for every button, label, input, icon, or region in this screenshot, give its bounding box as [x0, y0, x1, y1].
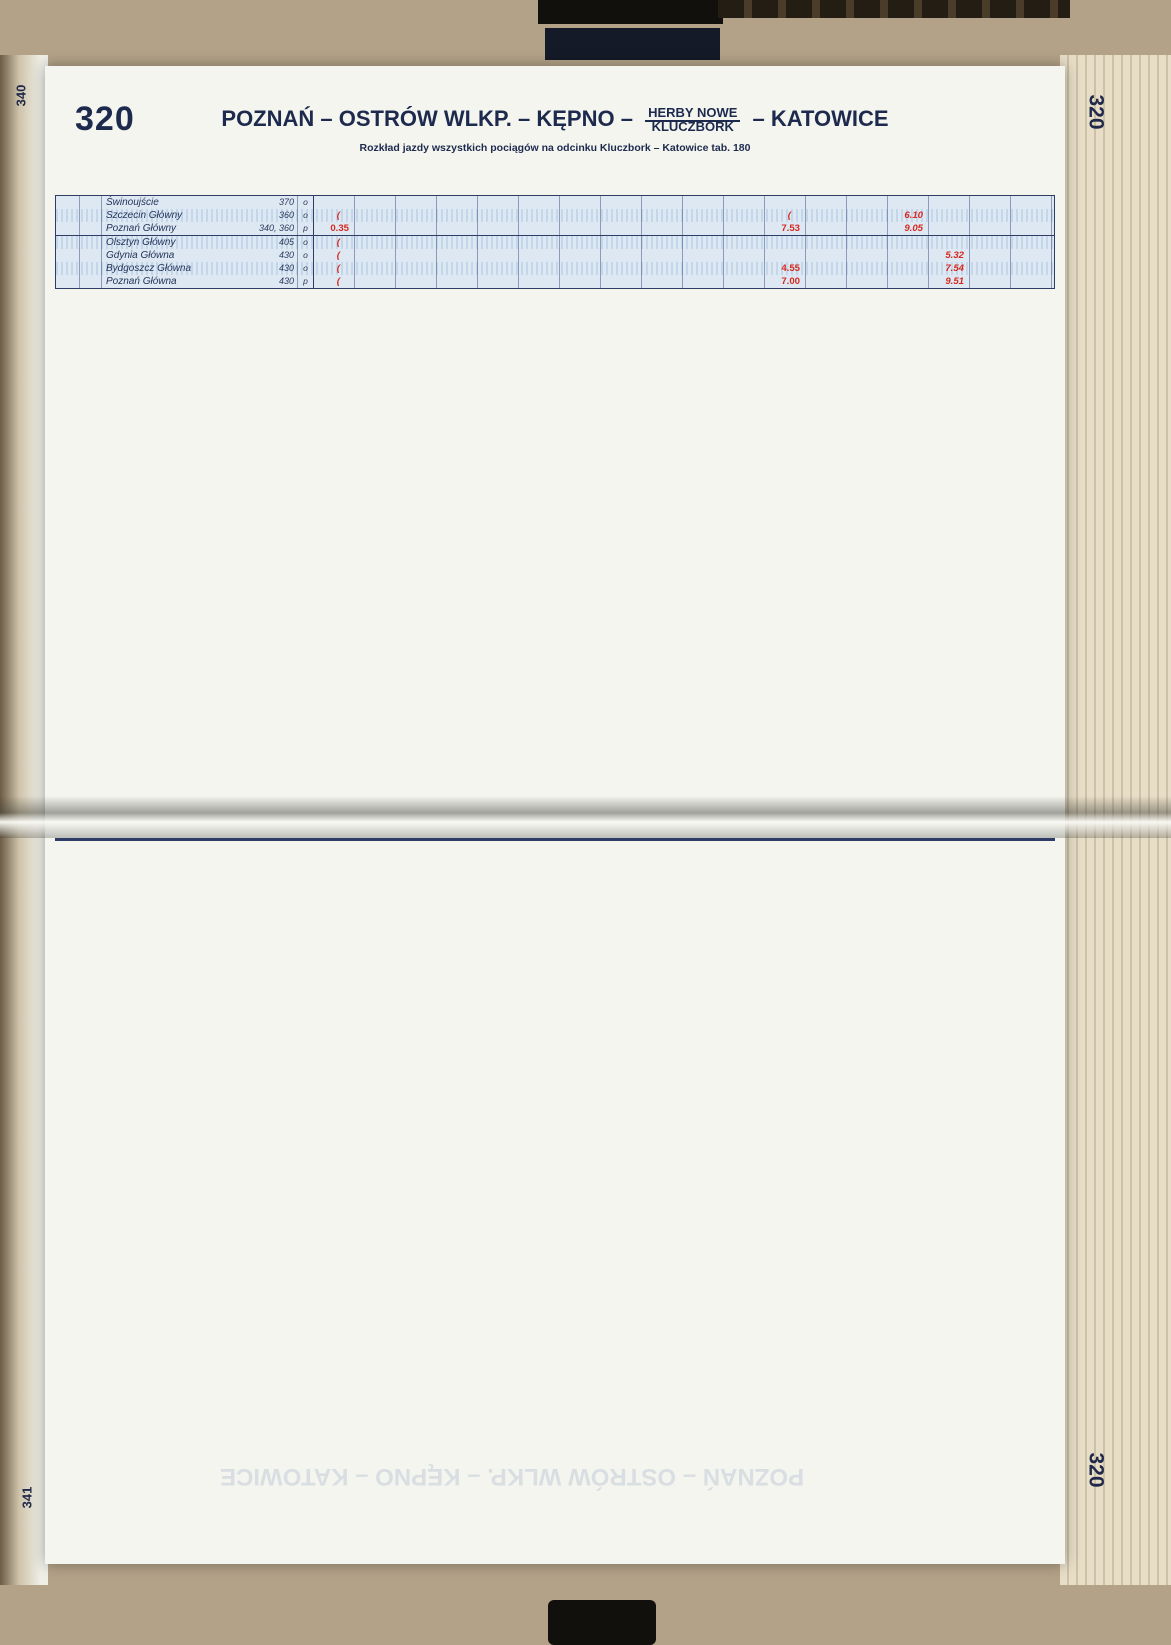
connection-row — [56, 222, 1054, 236]
km-cell — [80, 236, 102, 249]
time-cell — [642, 236, 683, 249]
time-cell — [683, 236, 724, 249]
time-cell — [642, 196, 683, 209]
time-cell: 7.54 — [929, 262, 970, 275]
time-cell — [683, 196, 724, 209]
time-cell — [642, 262, 683, 275]
time-cell: ( — [314, 249, 355, 262]
km-cell — [56, 222, 80, 235]
arrival-departure-mark: o — [298, 236, 314, 249]
time-cell — [847, 262, 888, 275]
time-cell: 0.35 — [314, 222, 355, 235]
time-cell — [1011, 196, 1052, 209]
connection-row — [56, 262, 1054, 275]
page-number-bottom-right: 320 — [1084, 1452, 1108, 1488]
arrival-departure-mark: o — [298, 196, 314, 209]
time-cell: 6.10 — [888, 209, 929, 222]
time-cell — [437, 262, 478, 275]
time-cell — [519, 262, 560, 275]
time-cell: 5.32 — [929, 249, 970, 262]
time-cell — [478, 196, 519, 209]
time-cell: 9.05 — [888, 222, 929, 235]
time-cell — [642, 222, 683, 235]
arrival-departure-mark: p — [298, 222, 314, 235]
time-cell — [970, 209, 1011, 222]
km-cell — [80, 196, 102, 209]
time-cell — [1011, 262, 1052, 275]
time-cell — [683, 249, 724, 262]
time-cell — [724, 262, 765, 275]
arrival-departure-mark: o — [298, 209, 314, 222]
time-cell — [642, 275, 683, 288]
time-cell — [929, 196, 970, 209]
connection-row — [56, 196, 1054, 209]
station-name: Szczecin Główny — [106, 210, 183, 221]
timetable-upper — [55, 195, 1055, 289]
time-cell — [601, 249, 642, 262]
station-route-refs: 430 — [278, 276, 294, 286]
time-cell — [806, 222, 847, 235]
time-cell: 7.53 — [765, 222, 806, 235]
time-cell — [396, 249, 437, 262]
station-route-refs: 405 — [278, 237, 294, 247]
station-name-cell — [102, 249, 298, 262]
time-cell — [929, 209, 970, 222]
time-cell: ( — [765, 209, 806, 222]
connection-row — [56, 249, 1054, 262]
station-name-cell — [102, 275, 298, 288]
station-route-refs: 340, 360 — [258, 223, 294, 233]
time-cell: 9.51 — [929, 275, 970, 288]
station-name: Bydgoszcz Główna — [106, 263, 192, 274]
time-cell — [437, 275, 478, 288]
time-cell — [519, 249, 560, 262]
time-cell — [847, 196, 888, 209]
time-cell — [560, 222, 601, 235]
time-cell — [478, 275, 519, 288]
station-name: Olsztyn Główny — [106, 237, 176, 248]
page-header — [45, 92, 1065, 154]
scan-artifact-bottom-blob — [548, 1600, 656, 1645]
time-cell — [806, 196, 847, 209]
time-cell — [970, 249, 1011, 262]
station-name-cell — [102, 236, 298, 249]
arrival-departure-mark: o — [298, 262, 314, 275]
time-cell — [970, 222, 1011, 235]
station-name: Świnoujście — [106, 197, 159, 208]
time-cell — [929, 236, 970, 249]
time-cell — [437, 222, 478, 235]
time-cell — [396, 209, 437, 222]
time-cell — [1011, 275, 1052, 288]
time-cell — [970, 236, 1011, 249]
station-name-cell — [102, 222, 298, 235]
page-number-top-right: 320 — [1084, 94, 1108, 130]
time-cell — [1011, 222, 1052, 235]
time-cell — [806, 236, 847, 249]
time-cell — [437, 209, 478, 222]
time-cell — [437, 249, 478, 262]
time-cell — [519, 222, 560, 235]
time-cell — [970, 275, 1011, 288]
title-fraction-bottom: KLUCZBORK — [651, 119, 734, 135]
station-name: Poznań Główny — [106, 223, 177, 234]
time-cell — [437, 196, 478, 209]
connection-row — [56, 236, 1054, 249]
time-cell — [355, 236, 396, 249]
time-cell — [478, 262, 519, 275]
km-cell — [56, 262, 80, 275]
km-cell — [80, 249, 102, 262]
page-title — [45, 106, 1065, 134]
station-name: Gdynia Główna — [106, 250, 175, 261]
station-name-cell — [102, 262, 298, 275]
time-cell — [437, 236, 478, 249]
time-cell — [519, 209, 560, 222]
time-cell — [1011, 236, 1052, 249]
time-cell — [888, 275, 929, 288]
time-cell — [724, 222, 765, 235]
km-cell — [80, 209, 102, 222]
page-number-bottom-left: 341 — [19, 1486, 35, 1509]
scan-artifact-top-bar — [538, 0, 723, 24]
time-cell — [601, 236, 642, 249]
time-cell — [560, 196, 601, 209]
time-cell — [970, 196, 1011, 209]
page-number-top-left: 340 — [13, 84, 29, 107]
time-cell — [1011, 209, 1052, 222]
time-cell: ( — [314, 209, 355, 222]
time-cell — [478, 222, 519, 235]
time-cell — [888, 249, 929, 262]
time-cell — [847, 209, 888, 222]
time-cell — [355, 209, 396, 222]
time-cell — [806, 262, 847, 275]
km-cell — [56, 209, 80, 222]
time-cell — [888, 196, 929, 209]
km-cell — [56, 249, 80, 262]
title-pre: POZNAŃ – OSTRÓW WLKP. – KĘPNO – — [221, 106, 633, 131]
time-cell — [847, 222, 888, 235]
time-cell — [355, 249, 396, 262]
time-cell — [560, 275, 601, 288]
km-cell — [80, 262, 102, 275]
time-cell — [724, 236, 765, 249]
time-cell — [396, 262, 437, 275]
arrival-departure-mark: p — [298, 275, 314, 288]
km-cell — [56, 196, 80, 209]
time-cell — [396, 196, 437, 209]
arrival-departure-mark: o — [298, 249, 314, 262]
time-cell — [683, 275, 724, 288]
time-cell — [560, 236, 601, 249]
station-name-cell — [102, 209, 298, 222]
time-cell — [683, 222, 724, 235]
time-cell: 7.00 — [765, 275, 806, 288]
time-cell — [724, 196, 765, 209]
time-cell — [601, 196, 642, 209]
time-cell — [765, 196, 806, 209]
station-route-refs: 430 — [278, 250, 294, 260]
station-route-refs: 360 — [278, 210, 294, 220]
time-cell — [601, 275, 642, 288]
time-cell — [847, 275, 888, 288]
time-cell — [683, 262, 724, 275]
scan-artifact-top-stripes — [718, 0, 1070, 18]
time-cell — [724, 249, 765, 262]
time-cell — [478, 249, 519, 262]
station-route-refs: 370 — [278, 197, 294, 207]
station-route-refs: 430 — [278, 263, 294, 273]
title-fraction-top: HERBY NOWE — [645, 105, 740, 122]
time-cell — [355, 222, 396, 235]
time-cell — [355, 196, 396, 209]
time-cell — [601, 262, 642, 275]
time-cell — [519, 236, 560, 249]
station-name: Poznań Główna — [106, 276, 177, 287]
time-cell — [519, 275, 560, 288]
page-subtitle: Rozkład jazdy wszystkich pociągów na odcinku Kluczbork – Katowice tab. 180 — [359, 142, 751, 155]
time-cell — [560, 249, 601, 262]
book-spine-shadow — [0, 796, 1171, 838]
scan-artifact-navy-bar — [545, 28, 720, 60]
time-cell — [929, 222, 970, 235]
time-cell — [601, 209, 642, 222]
connection-row — [56, 275, 1054, 288]
km-cell — [80, 222, 102, 235]
time-cell — [396, 236, 437, 249]
time-cell — [478, 209, 519, 222]
time-cell — [560, 209, 601, 222]
timetable-lower — [55, 838, 1055, 841]
time-cell — [847, 249, 888, 262]
km-cell — [56, 275, 80, 288]
time-cell — [724, 209, 765, 222]
time-cell — [560, 262, 601, 275]
ghost-showthrough-text: POZNAŃ – OSTRÓW WLKP. – KĘPNO – KATOWICE — [220, 1463, 805, 1490]
connection-row — [56, 209, 1054, 222]
time-cell — [1011, 249, 1052, 262]
table-number: 320 — [75, 100, 135, 138]
time-cell — [355, 275, 396, 288]
time-cell — [724, 275, 765, 288]
time-cell — [642, 209, 683, 222]
time-cell — [396, 222, 437, 235]
time-cell — [970, 262, 1011, 275]
time-cell: ( — [314, 262, 355, 275]
time-cell — [355, 262, 396, 275]
title-post: – KATOWICE — [752, 106, 889, 131]
time-cell: 4.55 — [765, 262, 806, 275]
time-cell — [847, 236, 888, 249]
time-cell — [314, 196, 355, 209]
time-cell — [765, 249, 806, 262]
time-cell — [396, 275, 437, 288]
time-cell: ( — [314, 236, 355, 249]
time-cell — [888, 262, 929, 275]
km-cell — [56, 236, 80, 249]
time-cell — [765, 236, 806, 249]
time-cell — [806, 275, 847, 288]
time-cell — [642, 249, 683, 262]
time-cell — [478, 236, 519, 249]
time-cell — [888, 236, 929, 249]
time-cell — [806, 249, 847, 262]
time-cell — [683, 209, 724, 222]
station-name-cell — [102, 196, 298, 209]
time-cell — [806, 209, 847, 222]
km-cell — [80, 275, 102, 288]
time-cell: ( — [314, 275, 355, 288]
time-cell — [601, 222, 642, 235]
title-fraction — [645, 106, 740, 134]
time-cell — [519, 196, 560, 209]
